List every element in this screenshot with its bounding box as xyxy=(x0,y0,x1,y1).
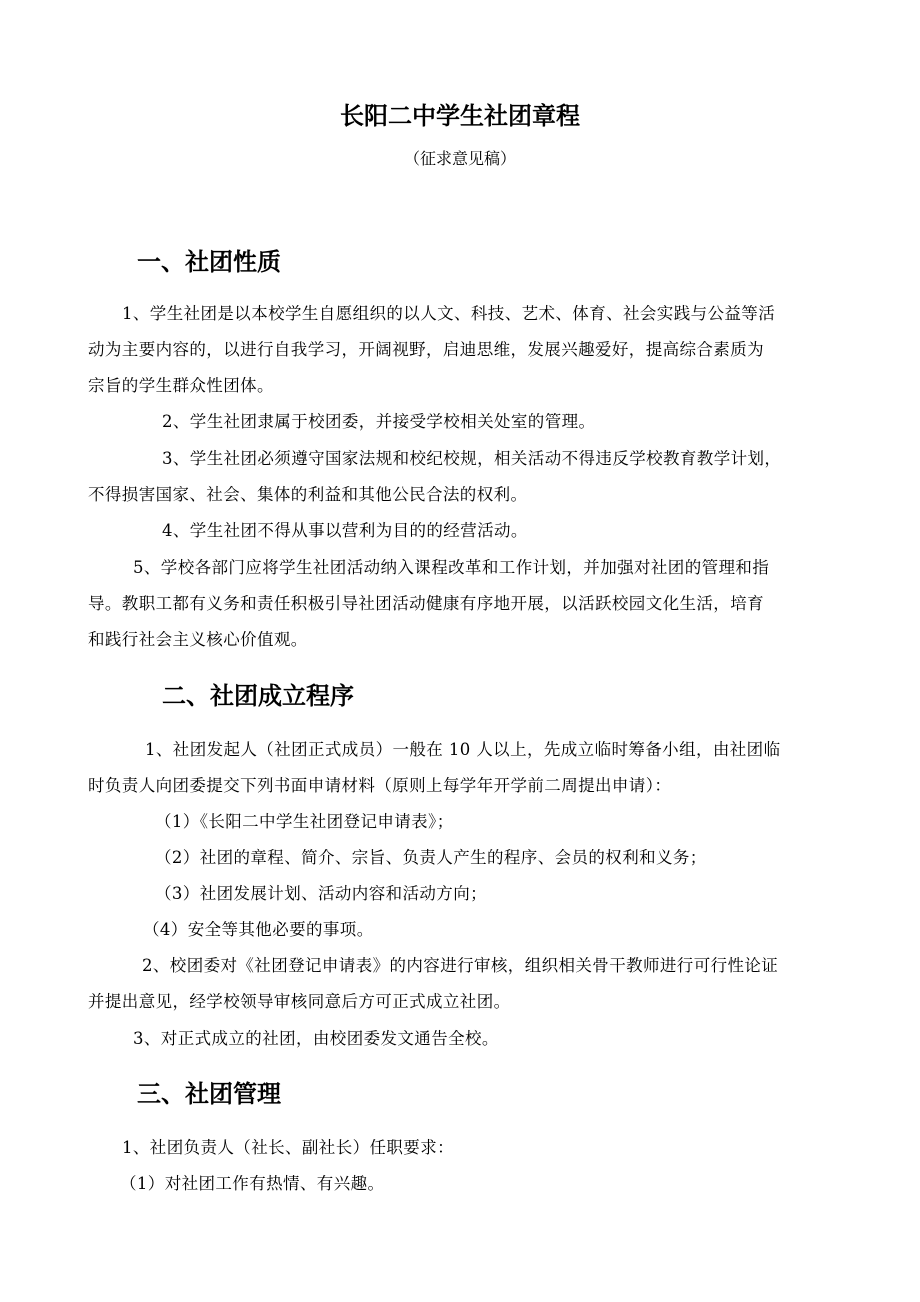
paragraph-line: 2、校团委对《社团登记申请表》的内容进行审核，组织相关骨干教师进行可行性论证 xyxy=(142,956,779,975)
paragraph-line: 和践行社会主义核心价值观。 xyxy=(88,630,308,649)
document-title: 长阳二中学生社团章程 xyxy=(340,102,580,130)
section-heading-nature: 一、社团性质 xyxy=(137,248,281,276)
paragraph-line: 宗旨的学生群众性团体。 xyxy=(88,376,274,395)
paragraph-line: 动为主要内容的，以进行自我学习，开阔视野，启迪思维，发展兴趣爱好，提高综合素质为 xyxy=(88,340,764,359)
section-heading-management: 三、社团管理 xyxy=(137,1080,281,1108)
paragraph-line: 4、学生社团不得从事以营利为目的的经营活动。 xyxy=(162,521,528,540)
paragraph-line: 不得损害国家、社会、集体的利益和其他公民合法的权利。 xyxy=(88,485,528,504)
paragraph-line: 1、社团发起人（社团正式成员）一般在 10 人以上，先成立临时筹备小组，由社团临 xyxy=(145,740,781,759)
paragraph-line: 1、社团负责人（社长、副社长）任职要求： xyxy=(122,1138,454,1157)
paragraph-line: 2、学生社团隶属于校团委，并接受学校相关处室的管理。 xyxy=(162,412,596,431)
paragraph-line: 并提出意见，经学校领导审核同意后方可正式成立社团。 xyxy=(88,992,511,1011)
paragraph-line: 时负责人向团委提交下列书面申请材料（原则上每学年开学前二周提出申请）： xyxy=(88,776,672,795)
list-item: （4）安全等其他必要的事项。 xyxy=(143,920,374,939)
list-item: （1）对社团工作有热情、有兴趣。 xyxy=(120,1174,385,1193)
list-item: （3）社团发展计划、活动内容和活动方向； xyxy=(155,884,487,903)
paragraph-line: 3、学生社团必须遵守国家法规和校纪校规，相关活动不得违反学校教育教学计划， xyxy=(162,449,782,468)
section-heading-founding: 二、社团成立程序 xyxy=(162,682,354,710)
paragraph-line: 5、学校各部门应将学生社团活动纳入课程改革和工作计划，并加强对社团的管理和指 xyxy=(133,558,770,577)
document-subtitle: （征求意见稿） xyxy=(403,149,516,168)
paragraph-line: 3、对正式成立的社团，由校团委发文通告全校。 xyxy=(133,1029,499,1048)
paragraph-line: 1、学生社团是以本校学生自愿组织的以人文、科技、艺术、体育、社会实践与公益等活 xyxy=(122,304,776,323)
list-item: （2）社团的章程、简介、宗旨、负责人产生的程序、会员的权利和义务； xyxy=(155,848,707,867)
list-item: （1）《长阳二中学生社团登记申请表》； xyxy=(155,812,454,831)
paragraph-line: 导。教职工都有义务和责任积极引导社团活动健康有序地开展，以活跃校园文化生活，培育 xyxy=(88,594,764,613)
